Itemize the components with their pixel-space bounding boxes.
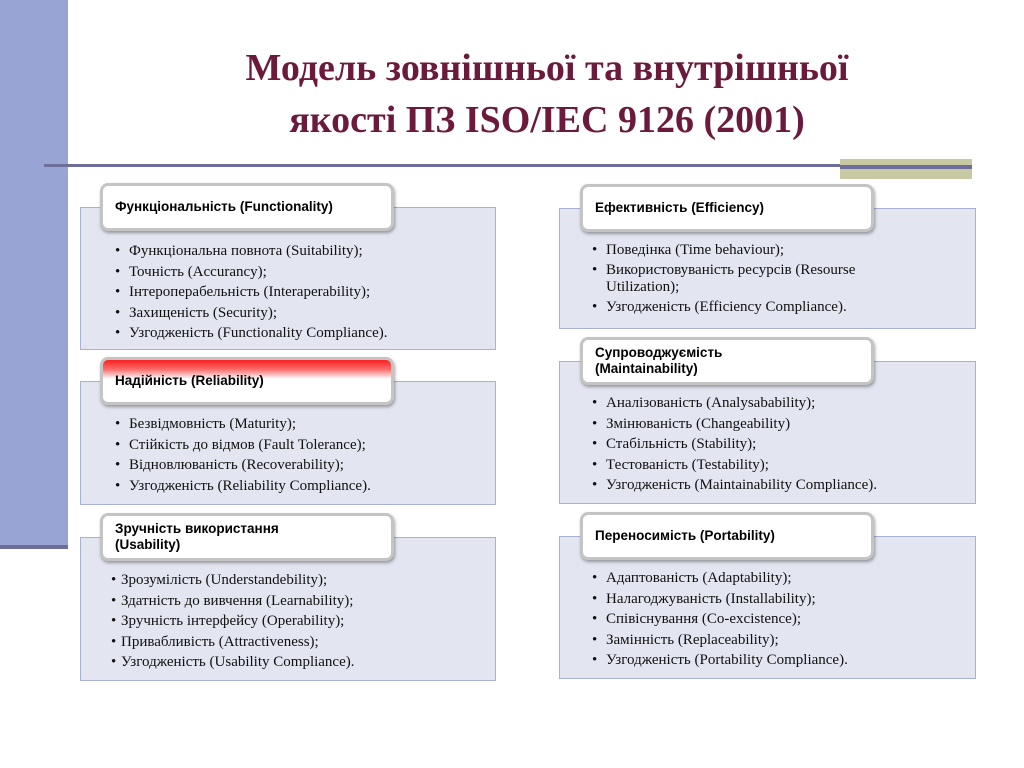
list-item: • Узгодженість (Usability Compliance). <box>111 652 495 673</box>
list-item: • Відновлюваність (Recoverability); <box>115 455 495 476</box>
list-item: • Використовуваність ресурсів (Resourse Utilization); <box>592 262 892 296</box>
list-item: • Узгодженість (Efficiency Compliance). <box>592 299 892 316</box>
efficiency-header-label: Ефективність (Efficiency) <box>595 200 764 215</box>
list-item: • Привабливість (Attractiveness); <box>111 632 495 653</box>
list-item: • Замінність (Replaceability); <box>592 630 975 651</box>
list-item: • Узгодженість (Maintainability Compliance). <box>592 475 975 496</box>
reliability-header-label: Надійність (Reliability) <box>115 373 264 388</box>
functionality-header <box>100 183 394 231</box>
list-item: • Зручність інтерфейсу (Operability); <box>111 611 495 632</box>
list-item: • Змінюваність (Changeability) <box>592 414 975 435</box>
title-divider-accent <box>840 159 972 179</box>
list-item: • Зрозумілість (Understandebility); <box>111 570 495 591</box>
list-item: • Поведінка (Time behaviour); <box>592 242 892 259</box>
usability-header-label: Зручність використання (Usability) <box>115 521 279 552</box>
list-item: • Узгодженість (Portability Compliance). <box>592 650 975 671</box>
list-item: • Здатність до вивчення (Learnability); <box>111 591 495 612</box>
title-line-1: Модель зовнішньої та внутрішньої <box>245 47 849 89</box>
title-line-2: якості ПЗ ISO/IEC 9126 (2001) <box>289 99 805 141</box>
list-item: • Налагоджуваність (Installability); <box>592 589 975 610</box>
sidebar-underline <box>0 545 68 549</box>
portability-header <box>580 512 874 560</box>
list-item: • Стійкість до відмов (Fault Tolerance); <box>115 435 495 456</box>
functionality-header-label: Функціональність (Functionality) <box>115 199 333 214</box>
list-item: • Функціональна повнота (Suitability); <box>115 241 495 262</box>
list-item: • Аналізованість (Analysabability); <box>592 393 975 414</box>
portability-header-label: Переносимість (Portability) <box>595 528 775 543</box>
list-item: • Узгодженість (Functionality Compliance). <box>115 323 495 344</box>
list-item: • Безвідмовність (Maturity); <box>115 414 495 435</box>
slide-title <box>70 42 1024 146</box>
reliability-header <box>100 357 394 405</box>
title-divider <box>44 164 972 167</box>
list-item: • Співіснування (Co-excistence); <box>592 609 975 630</box>
maintainability-header-label: Супроводжуємість (Maintainability) <box>595 345 723 376</box>
list-item: • Тестованість (Testability); <box>592 455 975 476</box>
maintainability-header <box>580 337 874 385</box>
efficiency-header <box>580 184 874 232</box>
sidebar-accent <box>0 0 68 546</box>
list-item: • Інтероперабельність (Interaperability); <box>115 282 495 303</box>
list-item: • Точність (Accurancy); <box>115 262 495 283</box>
usability-header <box>100 513 394 561</box>
list-item: • Стабільність (Stability); <box>592 434 975 455</box>
list-item: • Адаптованість (Adaptability); <box>592 568 975 589</box>
list-item: • Захищеність (Security); <box>115 303 495 324</box>
list-item: • Узгодженість (Reliability Compliance). <box>115 476 495 497</box>
